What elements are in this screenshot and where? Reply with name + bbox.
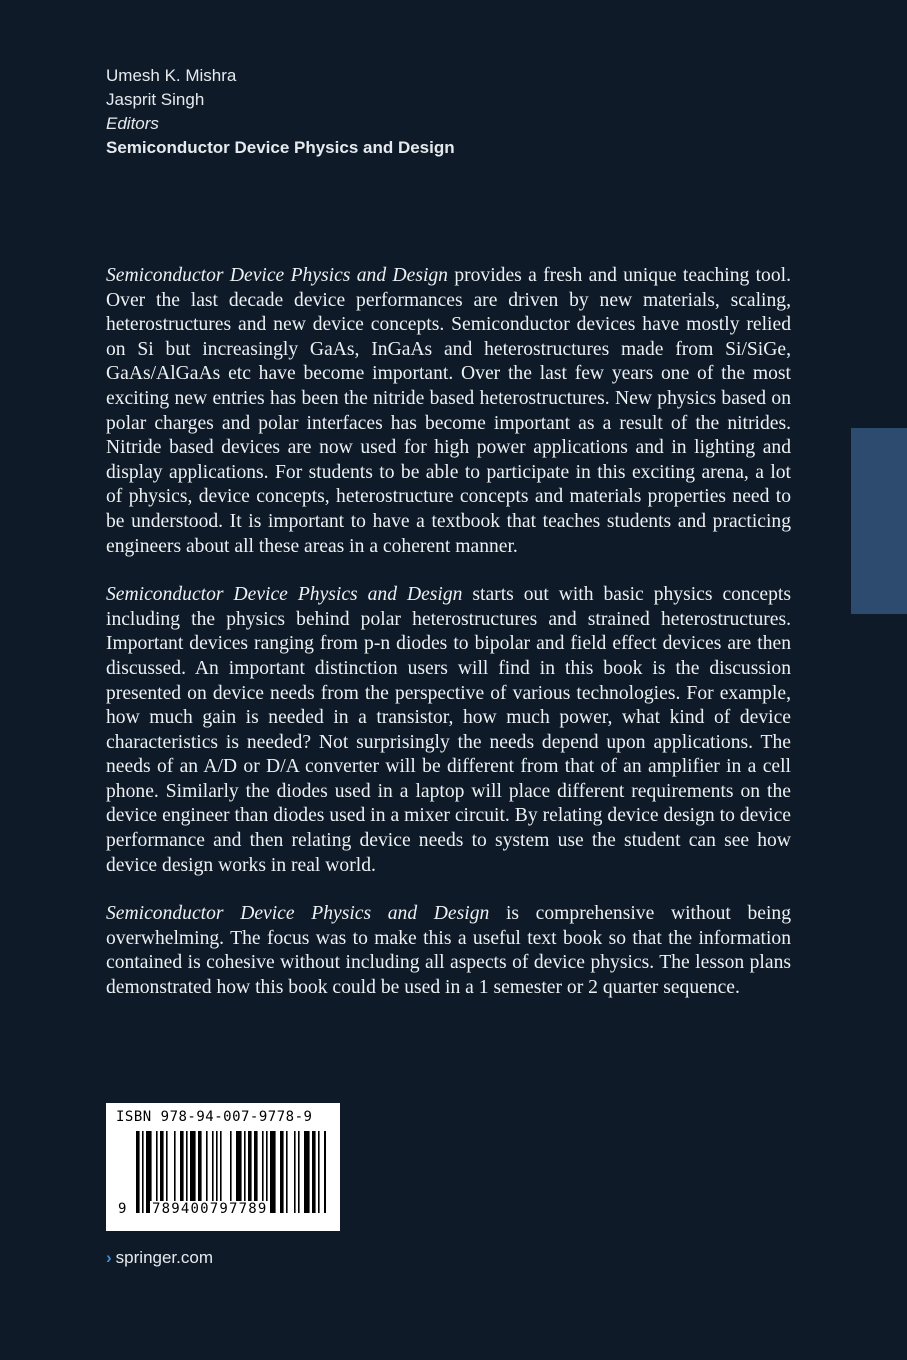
blurb-paragraph-1-title: Semiconductor Device Physics and Design [106,265,448,286]
barcode-bar [286,1131,288,1213]
barcode-bar [142,1131,144,1213]
editor-name-1: Umesh K. Mishra [106,66,237,85]
blurb-paragraph-2 [106,583,791,878]
barcode-bar [136,1131,140,1213]
isbn-barcode-box [106,1103,340,1231]
website-link[interactable] [106,1248,213,1268]
barcode-bar [298,1131,300,1213]
barcode-digits: 789400797789 [152,1201,268,1217]
blurb-text [106,264,791,1025]
isbn-label: ISBN 978-94-007-9778-9 [116,1109,313,1125]
chevron-right-icon: › [106,1248,112,1267]
blurb-paragraph-1-body: provides a fresh and unique teaching tool. Over the last decade device performances are driven by new materials, scaling, heterostructures and new device concepts. Semiconductor devices have mostly relied on Si but increasingly GaAs, InGaAs and heterostructures made from Si/SiGe, GaAs/AlGaAs etc have become important. Over the last few years one of the most exciting new entries has been the nitride based heterostructures. New physics based on polar charges and polar interfaces has become important as a result of the nitrides. Nitride based devices are now used for high power applications and in lighting and display applications. For students to be able to participate in this exciting arena, a lot of physics, device concepts, heterostructure concepts and materials properties need to be understood. It is important to have a textbook that teaches students and practicing engineers about all these areas in a coherent manner. [106,265,791,557]
blurb-paragraph-2-title: Semiconductor Device Physics and Design [106,584,463,606]
editor-name-2: Jasprit Singh [106,90,205,109]
blurb-paragraph-3-title: Semiconductor Device Physics and Design [106,903,490,925]
book-title: Semiconductor Device Physics and Design [106,138,455,157]
editors-block [106,64,455,160]
barcode-bar [294,1131,296,1213]
side-color-tab [851,428,907,614]
blurb-paragraph-1 [106,264,791,559]
blurb-paragraph-3-body: is comprehensive without being overwhelming. The focus was to make this a useful text book so that the information contained is cohesive without including all aspects of device physics. The lesson plans demonstrated how this book could be used in a 1 semester or 2 quarter sequence. [106,903,791,999]
blurb-paragraph-2-body: starts out with basic physics concepts including the physics behind polar heterostructures and strained heterostructures. Important devices ranging from p-n diodes to bipolar and field effect devices are then discussed. An important distinction users will find in this book is the discussion presented on device needs from the perspective of various technologies. For example, how much gain is needed in a transistor, how much power, what kind of device characteristics is needed? Not surprisingly the needs depend upon applications. The needs of an A/D or D/A converter will be different from that of an amplifier in a cell phone. Similarly the diodes used in a laptop will place different requirements on the device engineer than diodes used in a mixer circuit. By relating device design to device performance and then relating device needs to system use the student can see how device design works in real world. [106,584,791,876]
editors-role: Editors [106,114,159,133]
barcode-bar [304,1131,310,1213]
blurb-paragraph-3 [106,902,791,1000]
barcode-first-digit: 9 [118,1201,127,1217]
barcode-bar [280,1131,284,1213]
barcode-bar [318,1131,320,1213]
website-url: springer.com [115,1248,213,1267]
barcode-bar [270,1131,276,1213]
barcode-bar [324,1131,326,1213]
barcode-bar [312,1131,316,1213]
